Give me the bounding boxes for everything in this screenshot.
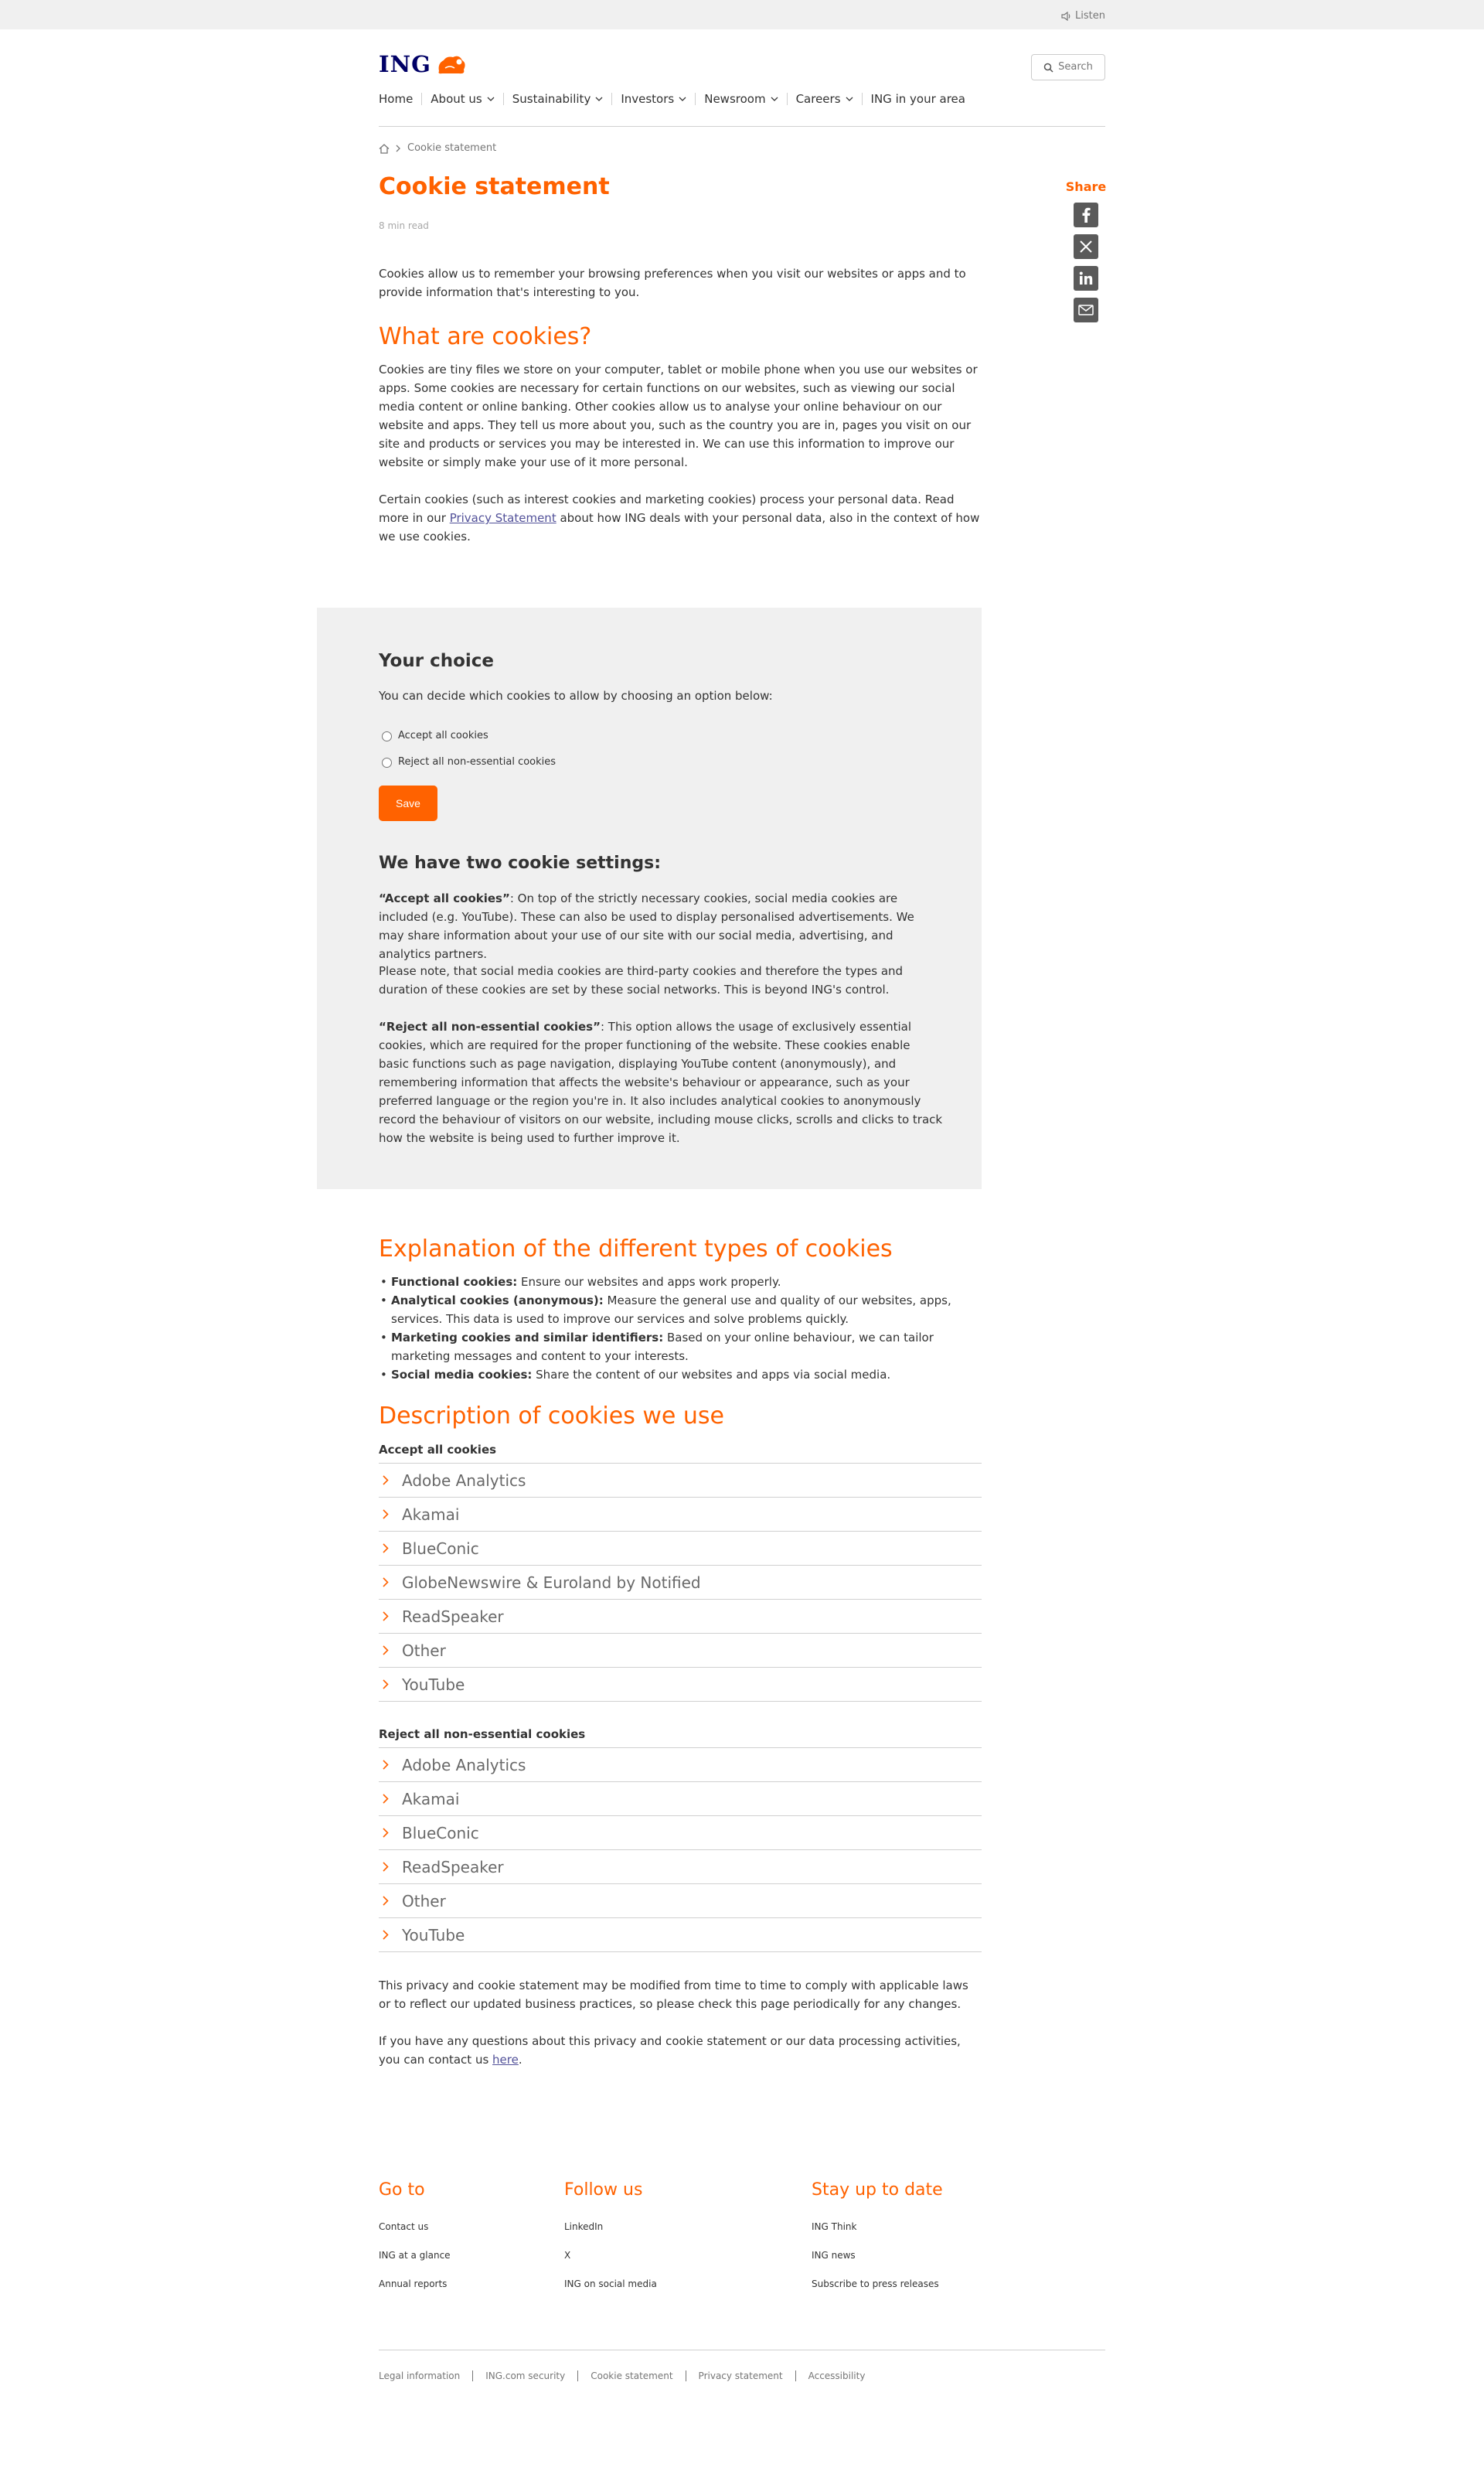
accordion-item[interactable] [379,1464,982,1498]
accordion-label: Adobe Analytics [402,1471,526,1490]
footer-column-follow-us [564,2179,796,2290]
intro-paragraph: Cookies allow us to remember your browsing preferences when you visit our websites or apps and to provide information that's interesting to you. [379,267,966,299]
accordion-label: BlueConic [402,1823,479,1842]
accordion-label: Adobe Analytics [402,1755,526,1774]
footer-link[interactable]: ING Think [812,2221,857,2232]
speaker-icon [1061,12,1071,21]
type-desc: Share the content of our websites and apps via social media. [532,1368,891,1382]
nav-label: Home [379,92,414,106]
two-settings-heading: We have two cookie settings: [379,854,662,873]
chevron-right-icon [380,1794,391,1805]
contact-here-link[interactable]: here [492,2053,519,2067]
accordion-label: Akamai [402,1789,460,1808]
footer-heading: Go to [379,2180,425,2200]
x-icon[interactable] [1074,234,1098,259]
types-heading: Explanation of the different types of cookies [379,1236,893,1263]
chevron-down-icon [679,97,686,101]
share-panel [1067,179,1105,329]
list-item [379,1291,982,1328]
home-icon[interactable] [379,144,390,154]
chevron-right-icon [380,1760,391,1771]
top-bar [0,0,1484,29]
footer-column-stay-up-to-date [812,2179,1043,2290]
accordion-label: ReadSpeaker [402,1857,504,1876]
chevron-right-icon [380,1828,391,1839]
search-label: Search [1058,61,1093,73]
radio-button[interactable] [382,758,392,768]
text-segment: Certain cookies (such as interest cookies and marketing cookies) process your personal data. Read more in our [379,492,955,525]
chevron-right-icon [396,145,401,152]
radio-reject-non-essential[interactable] [382,755,556,770]
type-term: Marketing cookies and similar identifiers: [391,1331,664,1345]
logo-text: ING [379,51,431,77]
accept-all-term: “Accept all cookies” [379,891,510,905]
text-segment: . [518,2053,522,2067]
nav-item-newsroom[interactable] [695,93,786,105]
radio-accept-all[interactable] [382,728,488,744]
footer-link[interactable]: X [564,2250,571,2261]
accordion-item[interactable] [379,1782,982,1816]
nav-label: Sustainability [512,92,591,106]
share-title: Share [1065,179,1107,194]
search-icon [1043,63,1053,73]
accordion-item[interactable] [379,1850,982,1884]
chevron-right-icon [380,1543,391,1554]
type-desc: Measure the general use and quality of our websites, apps, services. This data is used to improve our services and solve problems quickly. [391,1293,951,1326]
accordion-item[interactable] [379,1816,982,1850]
what-are-cookies-paragraph: Cookies are tiny files we store on your computer, tablet or mobile phone when you use our websites or apps. Some cookies are necessary for certain functions on our websites, such as viewing our social media content or online banking. Other cookies allow us to analyse your online behaviour on our website and apps. They tell us more about you, such as the country you are in, pages you visit on our site and products or services you may be interested in. We can use this information to improve our website or simply make your use of it more personal. [379,363,978,469]
nav-label: Newsroom [704,92,766,106]
nav-label: Investors [621,92,675,106]
chevron-right-icon [380,1577,391,1588]
footer-link[interactable]: Subscribe to press releases [812,2278,939,2289]
what-are-cookies-heading: What are cookies? [379,323,592,350]
list-item [379,1328,982,1365]
nav-item-ing-in-your-area[interactable] [862,93,974,105]
list-item [379,1273,982,1291]
text-segment: about how ING deals with your personal data, also in the context of how we use cookies. [379,511,980,544]
your-choice-heading: Your choice [379,651,494,671]
chevron-right-icon [380,1509,391,1520]
accordion-item[interactable] [379,1566,982,1600]
radio-button[interactable] [382,731,392,741]
accordion-label: GlobeNewswire & Euroland by Notified [402,1573,701,1592]
accordion-item[interactable] [379,1668,982,1702]
accordion-item[interactable] [379,1884,982,1918]
accordion-label: Other [402,1641,446,1660]
nav-label: Careers [795,92,841,106]
chevron-right-icon [380,1679,391,1690]
type-desc: Ensure our websites and apps work properly. [517,1275,781,1289]
chevron-down-icon [595,97,603,101]
type-desc: Based on your online behaviour, we can tailor marketing messages and content to your interests. [391,1331,934,1363]
cookie-types-list [379,1273,982,1384]
legal-links-bar [379,2350,1105,2381]
listen-button[interactable] [1061,7,1105,26]
accordion-label: YouTube [402,1925,465,1944]
accordion-label: BlueConic [402,1539,479,1558]
accept-all-accordion-label: Accept all cookies [379,1443,497,1457]
type-term: Analytical cookies (anonymous): [391,1293,604,1307]
third-party-note: Please note, that social media cookies are third-party cookies and therefore the types and duration of these cookies are set by these social networks. This is beyond ING's control. [379,964,904,997]
nav-item-about-us[interactable] [421,93,502,105]
ing-logo[interactable] [379,53,468,76]
reject-accordion [379,1747,982,1952]
linkedin-icon[interactable] [1074,266,1098,291]
legal-link[interactable]: Privacy statement [686,2370,795,2381]
text-segment: If you have any questions about this privacy and cookie statement or our data processing activities, you can contact us [379,2034,961,2067]
accordion-label: YouTube [402,1675,465,1694]
accordion-label: Akamai [402,1505,460,1524]
type-term: Social media cookies: [391,1368,533,1382]
footer-heading: Follow us [564,2180,643,2200]
reject-explanation [379,1017,943,1147]
email-icon[interactable] [1074,298,1098,322]
nav-item-sustainability[interactable] [503,93,612,105]
facebook-icon[interactable] [1074,203,1098,227]
nav-item-investors[interactable] [611,93,695,105]
read-time: 8 min read [379,220,429,231]
footer-column-go-to [379,2179,564,2290]
accordion-item[interactable] [379,1600,982,1634]
privacy-statement-link[interactable]: Privacy Statement [449,511,556,525]
footer-link[interactable]: ING at a glance [379,2250,451,2261]
modification-paragraph: This privacy and cookie statement may be modified from time to time to comply with applicable laws or to reflect our updated business practices, so please check this page periodically for any changes. [379,1979,968,2011]
text-segment: : This option allows the usage of exclusively essential cookies, which are required for the proper functioning of the website. These cookies enable basic functions such as page navigation, displaying YouTube content (anonymously), and remembering information that affects the website's behaviour or appearance, such as your preferred language or the region you're in. It also includes analytical cookies to anonymously record the behaviour of visitors on our website, including mouse clicks, scrolls and clicks to track how the website is being used to further improve it. [379,1020,943,1145]
accordion-label: ReadSpeaker [402,1607,504,1626]
reject-term: “Reject all non-essential cookies” [379,1020,601,1034]
chevron-right-icon [380,1862,391,1873]
site-header [379,29,1105,127]
save-button[interactable]: Save [379,786,437,821]
lion-icon [434,53,468,76]
accept-all-explanation [379,889,943,963]
nav-label: About us [431,92,482,106]
footer-link[interactable]: ING on social media [564,2278,657,2289]
list-item [379,1365,982,1384]
reject-accordion-label: Reject all non-essential cookies [379,1727,586,1741]
accordion-item[interactable] [379,1498,982,1532]
accept-all-accordion [379,1463,982,1702]
footer-link[interactable]: ING news [812,2250,856,2261]
footer-link[interactable]: Contact us [379,2221,429,2232]
cookie-choice-panel [317,608,982,1189]
listen-label: Listen [1075,10,1105,22]
breadcrumb-current: Cookie statement [407,142,497,154]
type-term: Functional cookies: [391,1275,518,1289]
chevron-right-icon [380,1475,391,1486]
accordion-label: Other [402,1891,446,1910]
chevron-right-icon [380,1645,391,1656]
accordion-item[interactable] [379,1634,982,1668]
nav-label: ING in your area [870,92,965,106]
accordion-item[interactable] [379,1532,982,1566]
footer-link[interactable]: Annual reports [379,2278,448,2289]
accordion-item[interactable] [379,1748,982,1782]
footer-heading: Stay up to date [812,2180,943,2200]
description-heading: Description of cookies we use [379,1403,725,1430]
legal-link[interactable]: Legal information [379,2370,461,2381]
radio-label: Accept all cookies [398,730,488,741]
accordion-item[interactable] [379,1918,982,1952]
footer-link[interactable]: LinkedIn [564,2221,604,2232]
contact-paragraph [379,2032,982,2069]
chevron-down-icon [487,97,495,101]
nav-item-home[interactable] [379,93,421,105]
search-button[interactable] [1031,54,1105,80]
legal-link[interactable]: Accessibility [795,2370,878,2381]
your-choice-description: You can decide which cookies to allow by choosing an option below: [379,689,773,703]
breadcrumb [379,139,1105,158]
chevron-down-icon [846,97,853,101]
chevron-right-icon [380,1896,391,1907]
text-segment: : On top of the strictly necessary cookies, social media cookies are included (e.g. YouTube). These can also be used to display personalised advertisements. We may share information about your use of our site with our social media, advertising, and analytics partners. [379,891,914,961]
personal-data-paragraph [379,490,982,546]
radio-label: Reject all non-essential cookies [398,756,556,768]
legal-link[interactable]: Cookie statement [577,2370,685,2381]
page-title: Cookie statement [379,173,610,200]
chevron-right-icon [380,1930,391,1941]
nav-item-careers[interactable] [787,93,862,105]
legal-link[interactable]: ING.com security [472,2370,577,2381]
chevron-right-icon [380,1611,391,1622]
chevron-down-icon [771,97,778,101]
main-nav [379,93,974,105]
